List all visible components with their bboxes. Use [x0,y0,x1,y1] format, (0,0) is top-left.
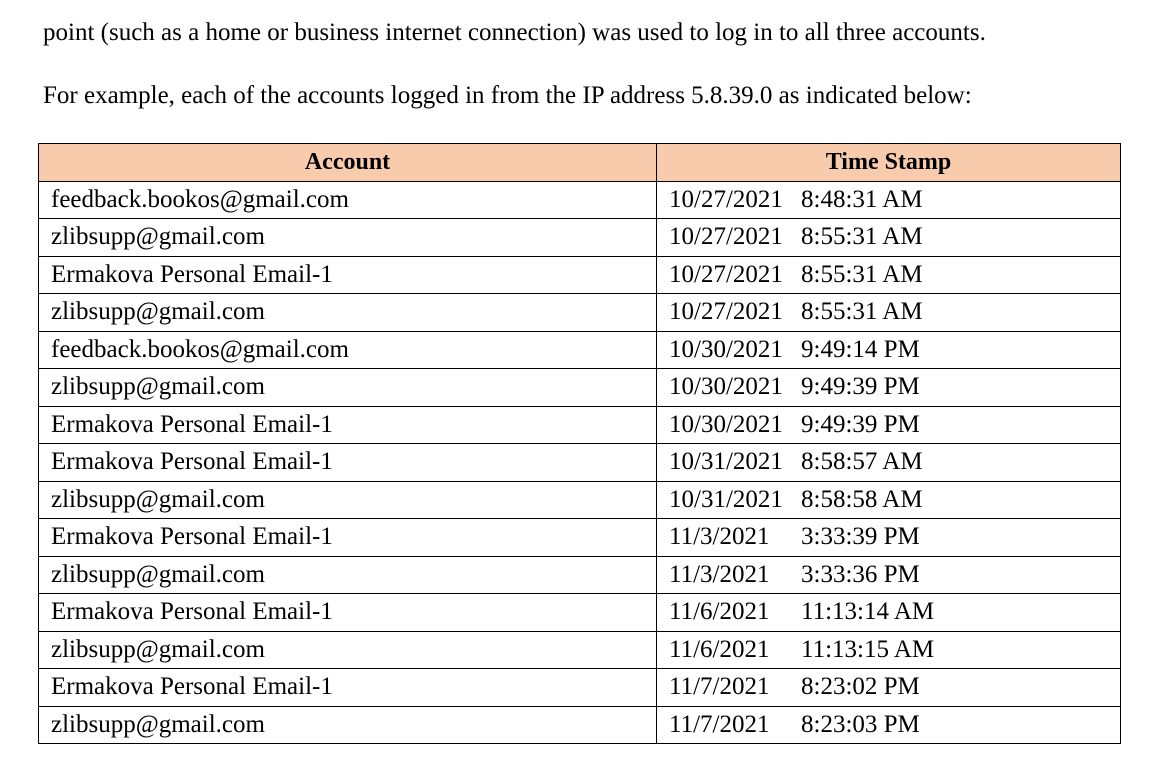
time-value: 8:55:31 AM [801,260,923,288]
time-value: 11:13:15 AM [801,635,935,663]
time-value: 8:55:31 AM [801,298,923,326]
table-row [39,406,1121,444]
time-value: 8:55:31 AM [801,223,923,251]
table-header-row [39,144,1121,182]
account-cell: zlibsupp@gmail.com [39,631,657,669]
table-row [39,369,1121,407]
time-stamp-cell [657,631,1121,669]
account-cell: zlibsupp@gmail.com [39,369,657,407]
date-value: 11/3/2021 [669,560,770,588]
account-cell: Ermakova Personal Email-1 [39,406,657,444]
time-stamp-cell [657,181,1121,219]
time-value: 9:49:14 PM [801,335,920,363]
column-header-account: Account [39,144,657,182]
date-value: 10/30/2021 [669,373,783,401]
account-cell: feedback.bookos@gmail.com [39,331,657,369]
date-value: 10/30/2021 [669,410,783,438]
time-stamp-cell [657,219,1121,257]
time-stamp-cell [657,444,1121,482]
account-cell: zlibsupp@gmail.com [39,294,657,332]
date-value: 10/30/2021 [669,335,783,363]
date-value: 11/6/2021 [669,635,770,663]
time-value: 9:49:39 PM [801,410,920,438]
account-cell: Ermakova Personal Email-1 [39,669,657,707]
account-cell: zlibsupp@gmail.com [39,706,657,744]
date-value: 10/27/2021 [669,223,783,251]
table-row [39,519,1121,557]
time-stamp-cell [657,406,1121,444]
time-value: 3:33:39 PM [801,523,920,551]
time-stamp-cell [657,519,1121,557]
date-value: 11/3/2021 [669,523,770,551]
table-row [39,256,1121,294]
table-row [39,594,1121,632]
table-row [39,556,1121,594]
date-value: 10/31/2021 [669,485,783,513]
time-stamp-cell [657,369,1121,407]
account-cell: Ermakova Personal Email-1 [39,444,657,482]
date-value: 11/6/2021 [669,598,770,626]
table-row [39,706,1121,744]
paragraph-text: point (such as a home or business internet connection) was used to log in to all three accounts. [43,19,986,46]
account-cell: feedback.bookos@gmail.com [39,181,657,219]
account-cell: Ermakova Personal Email-1 [39,594,657,632]
time-stamp-cell [657,294,1121,332]
table-row [39,481,1121,519]
time-stamp-cell [657,669,1121,707]
time-stamp-cell [657,256,1121,294]
time-value: 8:58:57 AM [801,448,923,476]
time-stamp-cell [657,594,1121,632]
table-row [39,294,1121,332]
account-cell: zlibsupp@gmail.com [39,481,657,519]
account-cell: Ermakova Personal Email-1 [39,519,657,557]
column-header-time-stamp: Time Stamp [657,144,1121,182]
table-body [39,181,1121,744]
time-stamp-cell [657,556,1121,594]
ip-login-table [38,143,1121,744]
time-value: 8:58:58 AM [801,485,923,513]
time-value: 8:23:03 PM [801,710,920,738]
date-value: 11/7/2021 [669,710,770,738]
time-value: 8:23:02 PM [801,673,920,701]
date-value: 10/27/2021 [669,298,783,326]
time-value: 8:48:31 AM [801,185,923,213]
account-cell: zlibsupp@gmail.com [39,219,657,257]
date-value: 11/7/2021 [669,673,770,701]
date-value: 10/31/2021 [669,448,783,476]
table-row [39,219,1121,257]
table-row [39,631,1121,669]
date-value: 10/27/2021 [669,260,783,288]
paragraph-text: For example, each of the accounts logged in from the IP address 5.8.39.0 as indicated below: [43,82,972,109]
time-value: 3:33:36 PM [801,560,920,588]
date-value: 10/27/2021 [669,185,783,213]
table-row [39,331,1121,369]
time-stamp-cell [657,481,1121,519]
table-row [39,444,1121,482]
account-cell: zlibsupp@gmail.com [39,556,657,594]
time-stamp-cell [657,706,1121,744]
table-row [39,669,1121,707]
time-value: 11:13:14 AM [801,598,935,626]
time-value: 9:49:39 PM [801,373,920,401]
time-stamp-cell [657,331,1121,369]
table-row [39,181,1121,219]
account-cell: Ermakova Personal Email-1 [39,256,657,294]
